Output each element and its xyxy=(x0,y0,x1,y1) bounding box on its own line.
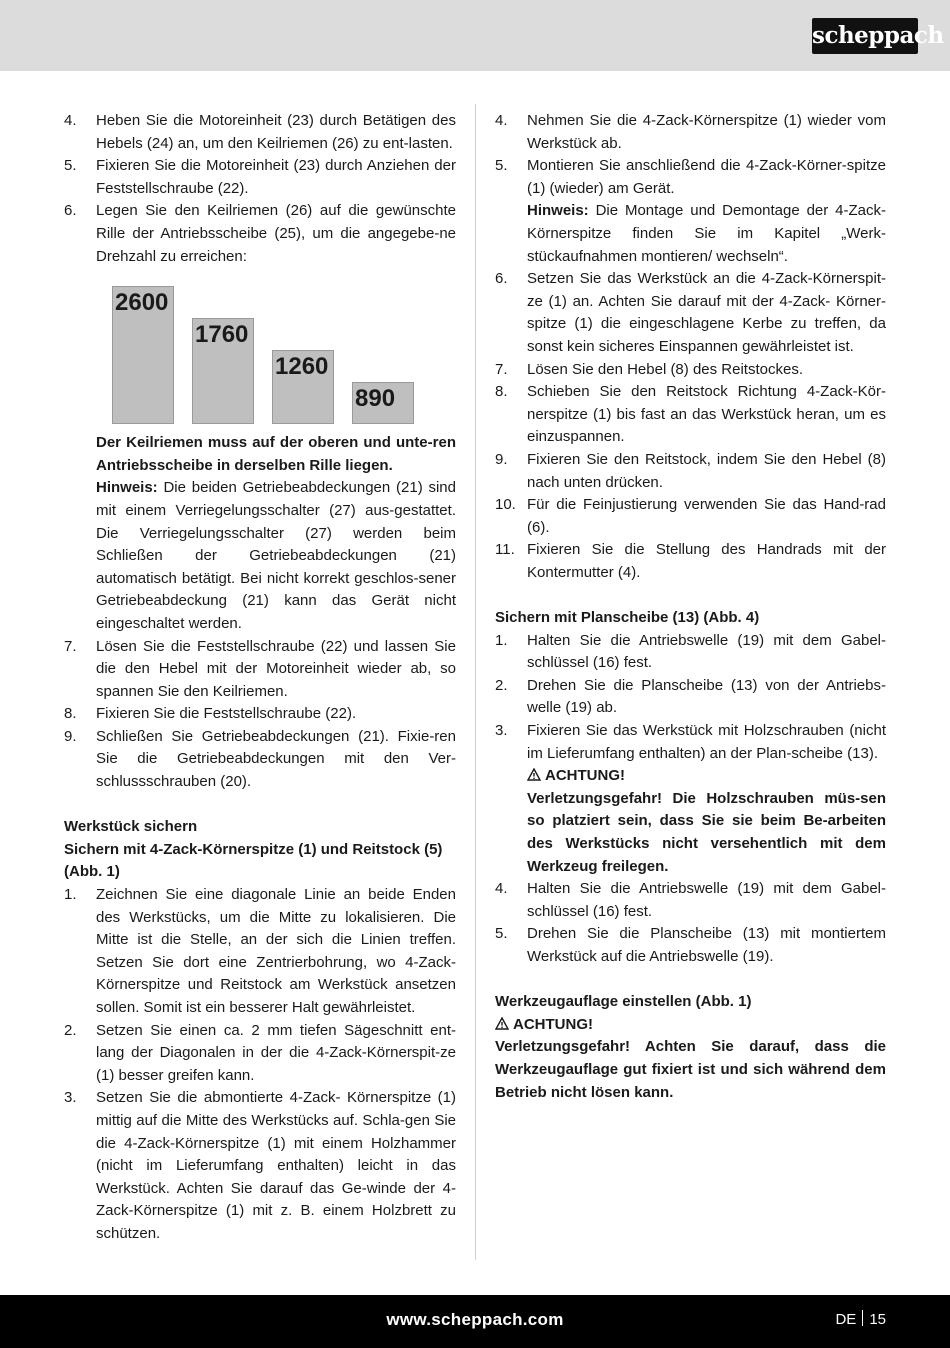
chart-bar-label: 1760 xyxy=(195,321,249,349)
speed-bar-chart xyxy=(64,274,456,424)
section-subtitle: Sichern mit 4-Zack-Körnerspitze (1) und Reitstock (5) (Abb. 1) xyxy=(64,840,443,881)
page-number: 15 xyxy=(869,1311,886,1328)
left-column xyxy=(64,110,456,1246)
list-item: 11. Fixieren Sie die Stellung des Handrads mit der Kontermutter (4). xyxy=(495,541,886,581)
separator xyxy=(862,1310,863,1326)
step-list-d xyxy=(495,878,886,968)
language-code: DE xyxy=(835,1311,857,1328)
chart-bar-label: 1260 xyxy=(275,353,329,381)
hint-text: Die beiden Getriebeabdeckungen (21) sind mit einem Verriegelungsschalter (27) aus-gestattet. Die Verriegelungsschalter (27) werden beim Schließen der Getriebeabdeckungen (21) automatisch betätigt. Bei nicht korrekt geschlos-sener Getriebeabdeckung (21) kann das Gerät nicht eingeschaltet werden. xyxy=(96,479,456,632)
step-list-b xyxy=(495,268,886,584)
header-bar xyxy=(0,0,950,71)
website-link[interactable]: www.scheppach.com xyxy=(386,1310,564,1329)
footer-bar xyxy=(0,1295,950,1348)
section-title: Werkstück sichern xyxy=(64,818,198,836)
list-item: 1. Halten Sie die Antriebswelle (19) mit dem Gabel-schlüssel (16) fest. xyxy=(495,631,886,672)
list-item: 7. Lösen Sie die Feststellschraube (22) und lassen Sie die den Hebel mit der Motoreinheit wieder ab, so spannen Sie den Keilriemen. xyxy=(64,637,456,700)
logo-text: scheppach xyxy=(812,22,944,49)
column-divider xyxy=(475,104,476,1260)
step-list-c xyxy=(64,884,456,1246)
warning-text: Verletzungsgefahr! Achten Sie darauf, dass die Werkzeugauflage gut fixiert ist und sich während dem Betrieb nicht lösen kann. xyxy=(495,1038,886,1101)
step-list-b xyxy=(64,636,456,794)
hint-text: Die Montage und Demontage der 4-Zack-Körnerspitze finden Sie im Kapitel „Werk-stückaufnahmen montieren/ wechseln“. xyxy=(527,202,886,265)
warning-title: ACHTUNG! xyxy=(527,765,886,788)
hint-paragraph xyxy=(96,477,456,635)
list-item: 6. Setzen Sie das Werkstück an die 4-Zack-Körnerspit-ze (1) an. Achten Sie darauf mit der 4-Zack- Körner-spitze (1) die eingeschlagene Kerbe zu treffen, da sonst kein sicheres Einspannen gewährleistet ist. xyxy=(495,270,886,355)
scheppach-logo xyxy=(812,18,944,54)
list-item: 9. Schließen Sie Getriebeabdeckungen (21). Fixie-ren Sie die Getriebeabdeckungen mit den Ver-schlussschrauben (20). xyxy=(64,727,456,791)
list-item: 2. Setzen Sie einen ca. 2 mm tiefen Sägeschnitt ent-lang der Diagonalen in der die 4-Zack-Körnerspit-ze (1) besser greifen kann. xyxy=(64,1021,456,1084)
list-item: 3. Setzen Sie die abmontierte 4-Zack- Körnerspitze (1) mittig auf die Mitte des Werkstücks auf. Schla-gen Sie die 4-Zack-Körnerspitze (1) mit einem Holzhammer (nicht im Lieferumfang enthalten) leicht in das Werkstück. Achten Sie darauf das Ge-winde der 4-Zack-Körnerspitze (1) mit z. B. einem Holzbrett zu schützen. xyxy=(64,1089,456,1242)
list-item: 5. Drehen Sie die Planscheibe (13) mit montiertem Werkstück auf die Antriebswelle (19). xyxy=(495,925,886,965)
list-item: 6. Legen Sie den Keilriemen (26) auf die gewünschte Rille der Antriebsscheibe (25), um die angegebe-ne Drehzahl zu erreichen: xyxy=(64,202,456,265)
list-item: 8. Fixieren Sie die Feststellschraube (22). xyxy=(64,705,357,723)
list-item: 4. Nehmen Sie die 4-Zack-Körnerspitze (1) wieder vom Werkstück ab. xyxy=(495,112,886,152)
hint-label: Hinweis: xyxy=(96,479,158,497)
hint-paragraph xyxy=(527,200,886,268)
tool-rest-title: Werkzeugauflage einstellen (Abb. 1) xyxy=(495,993,752,1011)
plan-section-title: Sichern mit Planscheibe (13) (Abb. 4) xyxy=(495,609,760,627)
warning-title: ACHTUNG! xyxy=(495,1014,886,1037)
list-item: 4. Heben Sie die Motoreinheit (23) durch Betätigen des Hebels (24) an, um den Keilriemen (26) zu ent-lasten. xyxy=(64,112,456,152)
right-column xyxy=(495,110,886,1104)
step-list-c xyxy=(495,630,886,766)
page-indicator xyxy=(835,1309,886,1332)
warning-text: Verletzungsgefahr! Die Holzschrauben müs-sen so platziert sein, dass Sie sie beim Be-arbeiten des Werkstücks nicht versehentlich mit dem Werkzeug freilegen. xyxy=(527,789,886,875)
belt-note: Der Keilriemen muss auf der oberen und unte-ren Antriebsscheibe in derselben Rille liegen. xyxy=(96,434,456,474)
list-item: 8. Schieben Sie den Reitstock Richtung 4-Zack-Kör-nerspitze (1) bis fast an das Werkstück heran, um es einzuspannen. xyxy=(495,383,886,446)
list-item: 7. Lösen Sie den Hebel (8) des Reitstockes. xyxy=(495,360,803,378)
hint-label: Hinweis: xyxy=(527,202,589,220)
list-item: 1. Zeichnen Sie eine diagonale Linie an beide Enden des Werkstücks, um die Mitte zu lokalisieren. Die Mitte ist die Stelle, an der sich die Linien treffen. Setzen Sie dort eine Zentrierbohrung, wo 4-Zack-Körnerspitze und Reitstock am Werkstück ansetzen sollen. Somit ist ein besserer Halt gewährleistet. xyxy=(64,886,456,1016)
step-list-a xyxy=(64,110,456,268)
list-item: 5. Montieren Sie anschließend die 4-Zack-Körner-spitze (1) (wieder) am Gerät. xyxy=(495,157,886,197)
chart-bar-label: 2600 xyxy=(115,289,169,317)
list-item: 4. Halten Sie die Antriebswelle (19) mit dem Gabel-schlüssel (16) fest. xyxy=(495,880,886,920)
list-item: 3. Fixieren Sie das Werkstück mit Holzschrauben (nicht im Lieferumfang enthalten) an der Plan-scheibe (13). xyxy=(495,722,886,762)
list-item: 2. Drehen Sie die Planscheibe (13) von der Antriebs-welle (19) ab. xyxy=(495,676,886,717)
list-item: 10. Für die Feinjustierung verwenden Sie das Hand-rad (6). xyxy=(495,496,886,536)
list-item: 5. Fixieren Sie die Motoreinheit (23) durch Anziehen der Feststellschraube (22). xyxy=(64,157,456,197)
list-item: 9. Fixieren Sie den Reitstock, indem Sie den Hebel (8) nach unten drücken. xyxy=(495,450,886,491)
chart-bar-label: 890 xyxy=(355,385,396,413)
step-list-a xyxy=(495,110,886,200)
